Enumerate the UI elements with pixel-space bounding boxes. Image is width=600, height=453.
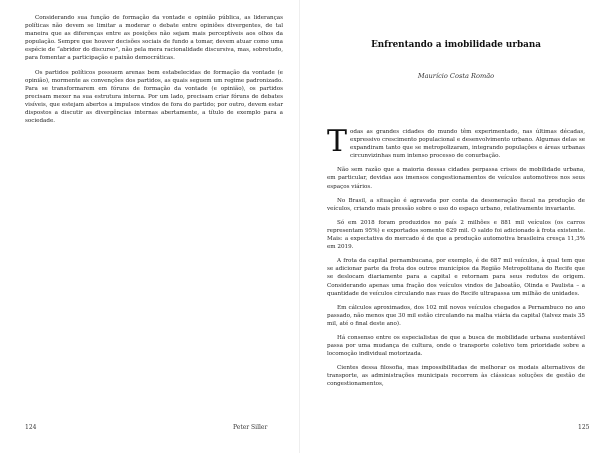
- paragraph: Cientes dessa filosofia, mas impossibilitadas de melhorar os modais alternativos de transporte, as administrações municipais recorrem às clássicas soluções de gestão de congestionamentos,: [327, 365, 585, 388]
- right-page-body: [327, 124, 585, 395]
- paragraph: Há consenso entre os especialistas de que a busca de mobilidade urbana sustentável passa por uma mudança de cultura, onde o transporte coletivo tem prioridade sobre a locomoção individual motorizada.: [327, 334, 585, 358]
- chapter-author: Maurício Costa Romão: [417, 72, 495, 80]
- running-footer: Peter Siller: [233, 424, 268, 431]
- paragraph: A frota da capital pernambucana, por exemplo, é de 687 mil veículos, à qual tem que se adicionar parte da frota dos outros municípios da Região Metropolitana do Recife que se deslocam diariamente para a capital e retornam para seus redutos de origem. Considerando apenas uma fração dos veículos vindos de Jaboatão, Olinda e Paulista – a quantidade de veículos circulando nas ruas do Recife ultrapassa um milhão de unidades.: [327, 258, 585, 297]
- chapter-title: Enfrentando a imobilidade urbana: [371, 40, 541, 50]
- paragraph: No Brasil, a situação é agravada por conta da desoneração fiscal na produção de veículos, criando mais pressão sobre o uso do espaço urbano, relativamente invariante.: [327, 197, 585, 212]
- page-number: 125: [578, 424, 590, 431]
- paragraph: Considerando sua função de formação da vontade e opinião pública, as lideranças políticas não devem se limitar a moderar o debate entre opiniões divergentes, de tal maneira que as diferenças entre as posições não sejam mais perceptíveis aos olhos da população. Sempre que houver decisões sociais de fundo a tomar, devem atuar como uma espécie de “abridor do discurso”, não pela mera racionalidade discursiva, mas, sobretudo, para fomentar a participação e paixão democráticas.: [25, 15, 283, 62]
- left-page-body: [25, 14, 283, 131]
- first-paragraph: [327, 124, 585, 160]
- page-number: 124: [25, 424, 37, 431]
- paragraph: Em cálculos aproximados, dos 102 mil novos veículos chegados a Pernambuco no ano passado, não menos que 30 mil estão circulando na malha viária da capital (talvez mais 35 mil, até o final deste ano).: [327, 304, 585, 327]
- paragraph: Só em 2018 foram produzidos no país 2 milhões e 881 mil veículos (os carros representam 95%) e exportados somente 629 mil. O saldo foi adicionado à frota existente. Mais: a expectativa do mercado é de que a produção automotiva brasileira cresça 11,3% em 2019.: [327, 219, 585, 251]
- right-page: [300, 0, 600, 453]
- first-paragraph-text: odas as grandes cidades do mundo têm experimentado, nas últimas décadas, expressivo crescimento populacional e desenvolvimento urbano. Algumas delas se expandiram tanto que se metropolizaram, integrando populações e áreas urbanas circunvizinhas num intenso processo de conurbação.: [350, 129, 585, 160]
- drop-cap: T: [327, 124, 348, 159]
- paragraph: Os partidos políticos possuem arenas bem estabelecidas de formação da vontade (e opinião), mormente as convenções dos partidos, as quais seguem um regime padronizado. Para se transformarem em fóruns de formação da vontade (e opinião), os partidos precisam mexer na sua estrutura interna. Por um lado, precisam criar fóruns de debates visíveis, que estejam abertos a impulsos vindos de fora do partido; por outro, devem estar dispostos a discutir as divergências internas abertamente, a título de exemplo para a sociedade.: [25, 69, 283, 125]
- paragraph: Não sem razão que a maioria dessas cidades perpassa crises de mobilidade urbana, em particular, devidas aos imensos congestionamentos de veículos automotivos nos seus espaços viários.: [327, 167, 585, 190]
